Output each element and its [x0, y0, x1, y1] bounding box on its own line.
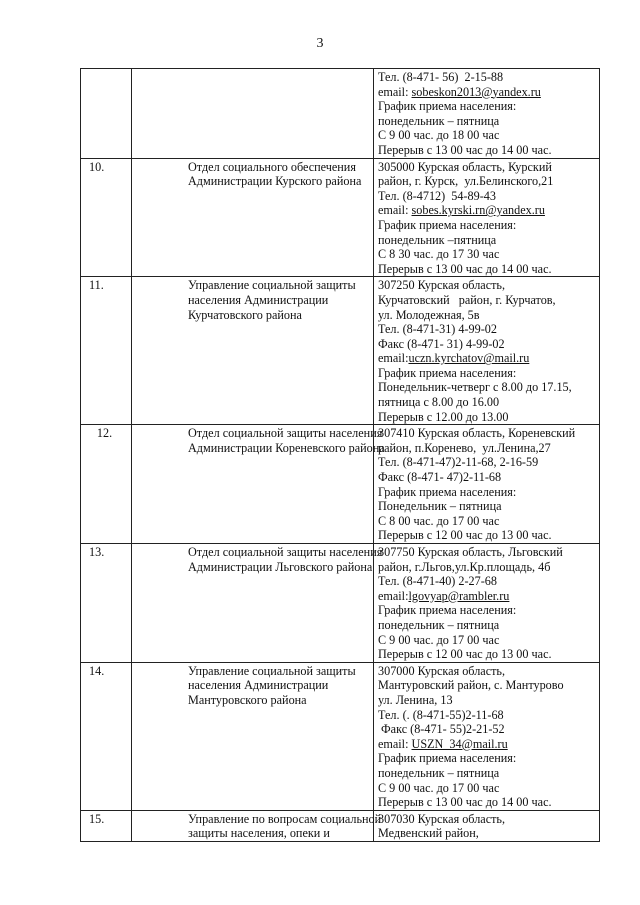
organization-name-line: Отдел социального обеспечения	[188, 159, 356, 174]
contact-text: Тел. (8-471-31) 4-99-02	[378, 322, 497, 337]
contact-info	[374, 662, 600, 810]
contact-line	[378, 589, 596, 604]
contact-text: 307410 Курская область, Кореневский	[378, 426, 576, 441]
table-row	[81, 277, 600, 425]
page-number: 3	[316, 36, 324, 51]
organization-name-line: населения Администрации	[188, 292, 329, 307]
contact-line	[378, 262, 596, 277]
contact-line	[378, 293, 596, 308]
contact-text: График приема населения:	[378, 603, 517, 618]
contact-line	[378, 85, 596, 100]
table-row	[81, 810, 600, 841]
contact-text: Тел. (8-471-47)2-11-68, 2-16-59	[378, 455, 539, 470]
organization-name-line: Отдел социальной защиты населения	[188, 545, 383, 559]
organization-name	[132, 425, 385, 544]
contact-text: понедельник – пятница	[378, 765, 500, 780]
contact-info	[374, 277, 600, 425]
contact-line	[378, 528, 596, 543]
contact-text: Перерыв с 12.00 до 13.00	[378, 409, 509, 424]
contact-info	[374, 544, 600, 663]
email-link[interactable]: uczn.kyrchatov@mail.ru	[408, 351, 530, 366]
contact-text: Перерыв с 13 00 час до 14 00 час.	[378, 795, 552, 810]
contact-text: Курчатовский район, г. Курчатов,	[378, 292, 556, 307]
contact-text: С 8 00 час. до 17 00 час	[378, 513, 500, 528]
organization-name-line: Мантуровского района	[188, 692, 307, 707]
contact-text: Понедельник-четверг с 8.00 до 17.15,	[378, 380, 572, 395]
contact-info	[374, 69, 600, 159]
contact-line	[378, 128, 596, 143]
organization-name-line: Управление по вопросам социальной	[188, 811, 382, 826]
contact-line	[378, 114, 596, 129]
organization-name	[132, 544, 383, 663]
contact-line	[378, 545, 596, 560]
contact-text: понедельник – пятница	[378, 617, 500, 632]
contact-text: Факс (8-471- 47)2-11-68	[378, 470, 502, 485]
contact-text: понедельник – пятница	[378, 113, 500, 128]
row-number: 14.	[81, 662, 132, 810]
contact-line	[378, 693, 596, 708]
contact-line	[378, 751, 596, 766]
contact-text: График приема населения:	[378, 484, 517, 499]
contact-text: район, п.Коренево, ул.Ленина,27	[378, 440, 551, 455]
contact-text: email:	[378, 588, 409, 603]
contact-text: ул. Молодежная, 5в	[378, 307, 480, 322]
row-number: 12.	[81, 425, 132, 544]
contact-text: С 8 30 час. до 17 30 час	[378, 247, 500, 262]
contact-text: Перерыв с 13 00 час до 14 00 час.	[378, 142, 552, 157]
contact-line	[378, 322, 596, 337]
contact-text: email:	[378, 736, 412, 751]
contact-line	[378, 560, 596, 575]
contact-line	[378, 278, 596, 293]
contact-line	[378, 203, 596, 218]
contact-line	[378, 337, 596, 352]
email-link[interactable]: sobes.kyrski.rn@yandex.ru	[411, 203, 545, 218]
contact-line	[378, 455, 596, 470]
organization-name-line: Управление социальной защиты	[188, 663, 356, 678]
organization-name-line: населения Администрации	[188, 678, 329, 693]
table-row	[81, 69, 600, 159]
contact-text: email:	[378, 84, 412, 99]
contact-line	[378, 410, 596, 425]
organization-name-line: Курчатовского района	[188, 307, 302, 322]
contact-line	[378, 812, 596, 827]
contact-line	[378, 514, 596, 529]
organization-name-line: Администрации Курского района	[188, 174, 362, 189]
contact-text: район, г.Льгов,ул.Кр.площадь, 4б	[378, 559, 551, 574]
contact-text: Тел. (8-471- 56) 2-15-88	[378, 70, 504, 84]
organization-name-line: Отдел социальной защиты населения	[188, 426, 383, 441]
contact-info	[374, 425, 600, 544]
contact-line	[378, 737, 596, 752]
contact-text: Тел. (8-4712) 54-89-43	[378, 188, 496, 203]
contact-text: Тел. (8-471-40) 2-27-68	[378, 574, 497, 589]
contact-text: email:	[378, 351, 409, 366]
contact-line	[378, 99, 596, 114]
contact-line	[378, 160, 596, 175]
contact-text: Медвенский район,	[378, 826, 479, 841]
contact-text: 307250 Курская область,	[378, 278, 506, 293]
contact-line	[378, 485, 596, 500]
contact-line	[378, 189, 596, 204]
email-link[interactable]: lgovyap@rambler.ru	[408, 588, 510, 603]
contact-text: С 9 00 час. до 17 00 час	[378, 632, 500, 647]
contact-line	[378, 795, 596, 810]
organization-name-line: Администрации Льговского района	[188, 559, 373, 574]
contact-line	[378, 574, 596, 589]
contact-line	[378, 143, 596, 158]
contact-line	[378, 441, 596, 456]
contact-line	[378, 366, 596, 381]
contact-text: Перерыв с 13 00 час до 14 00 час.	[378, 261, 552, 276]
contact-text: График приема населения:	[378, 365, 517, 380]
contact-line	[378, 380, 596, 395]
organization-name	[132, 69, 374, 159]
organization-name	[132, 662, 374, 810]
contact-line	[378, 603, 596, 618]
contact-info	[374, 810, 600, 841]
contact-text: С 9 00 час. до 18 00 час	[378, 128, 500, 143]
contact-line	[378, 678, 596, 693]
contact-line	[378, 247, 596, 262]
email-link[interactable]: USZN_34@mail.ru	[411, 736, 508, 751]
contact-line	[378, 722, 596, 737]
contact-text: 305000 Курская область, Курский	[378, 159, 552, 174]
contact-text: Понедельник – пятница	[378, 499, 502, 514]
row-number: 11.	[81, 277, 132, 425]
contact-text: Перерыв с 12 00 час до 13 00 час.	[378, 647, 552, 662]
contact-line	[378, 618, 596, 633]
organization-name-line: Администрации Кореневского района	[188, 440, 385, 455]
contact-line	[378, 426, 596, 441]
organization-name-line: защиты населения, опеки и	[188, 826, 330, 841]
contact-line	[378, 633, 596, 648]
contact-line	[378, 766, 596, 781]
contact-line	[378, 351, 596, 366]
contact-line	[378, 647, 596, 662]
contact-line	[378, 826, 596, 841]
contact-text: ул. Ленина, 13	[378, 692, 453, 707]
organization-name	[132, 277, 374, 425]
contact-text: С 9 00 час. до 17 00 час	[378, 780, 500, 795]
table-row	[81, 158, 600, 277]
contact-line	[378, 499, 596, 514]
contacts-table	[80, 68, 600, 842]
contact-text: 307750 Курская область, Льговский	[378, 545, 563, 559]
row-number: 10.	[81, 158, 132, 277]
contact-text: пятница с 8.00 до 16.00	[378, 395, 500, 410]
contact-text: email:	[378, 203, 412, 218]
contact-text: Тел. (. (8-471-55)2-11-68	[378, 707, 504, 722]
contact-text: График приема населения:	[378, 751, 517, 766]
organization-name	[132, 158, 374, 277]
table-row	[81, 425, 600, 544]
organization-name	[132, 810, 382, 841]
contact-text: Мантуровский район, с. Мантурово	[378, 678, 564, 693]
row-number: 15.	[81, 810, 132, 841]
contact-line	[378, 781, 596, 796]
contact-text: Факс (8-471- 31) 4-99-02	[378, 336, 505, 351]
contact-text: Факс (8-471- 55)2-21-52	[378, 722, 505, 737]
contact-text: 307000 Курская область,	[378, 663, 506, 678]
row-number	[81, 69, 132, 159]
table-row	[81, 544, 600, 663]
contact-line	[378, 308, 596, 323]
contact-line	[378, 664, 596, 679]
contact-info	[374, 158, 600, 277]
contact-text: Перерыв с 12 00 час до 13 00 час.	[378, 528, 552, 543]
table-row	[81, 662, 600, 810]
contact-text: понедельник –пятница	[378, 232, 497, 247]
contact-text: График приема населения:	[378, 217, 517, 232]
table-body	[81, 69, 600, 842]
contact-text: район, г. Курск, ул.Белинского,21	[378, 174, 554, 189]
contact-line	[378, 218, 596, 233]
row-number: 13.	[81, 544, 132, 663]
contact-line	[378, 395, 596, 410]
contact-line	[378, 70, 596, 85]
contact-line	[378, 470, 596, 485]
organization-name-line: Управление социальной защиты	[188, 278, 356, 293]
contact-text: 307030 Курская область,	[378, 811, 506, 826]
contact-line	[378, 233, 596, 248]
contact-line	[378, 174, 596, 189]
email-link[interactable]: sobeskon2013@yandex.ru	[411, 84, 541, 99]
contact-text: График приема населения:	[378, 99, 517, 114]
contact-line	[378, 708, 596, 723]
